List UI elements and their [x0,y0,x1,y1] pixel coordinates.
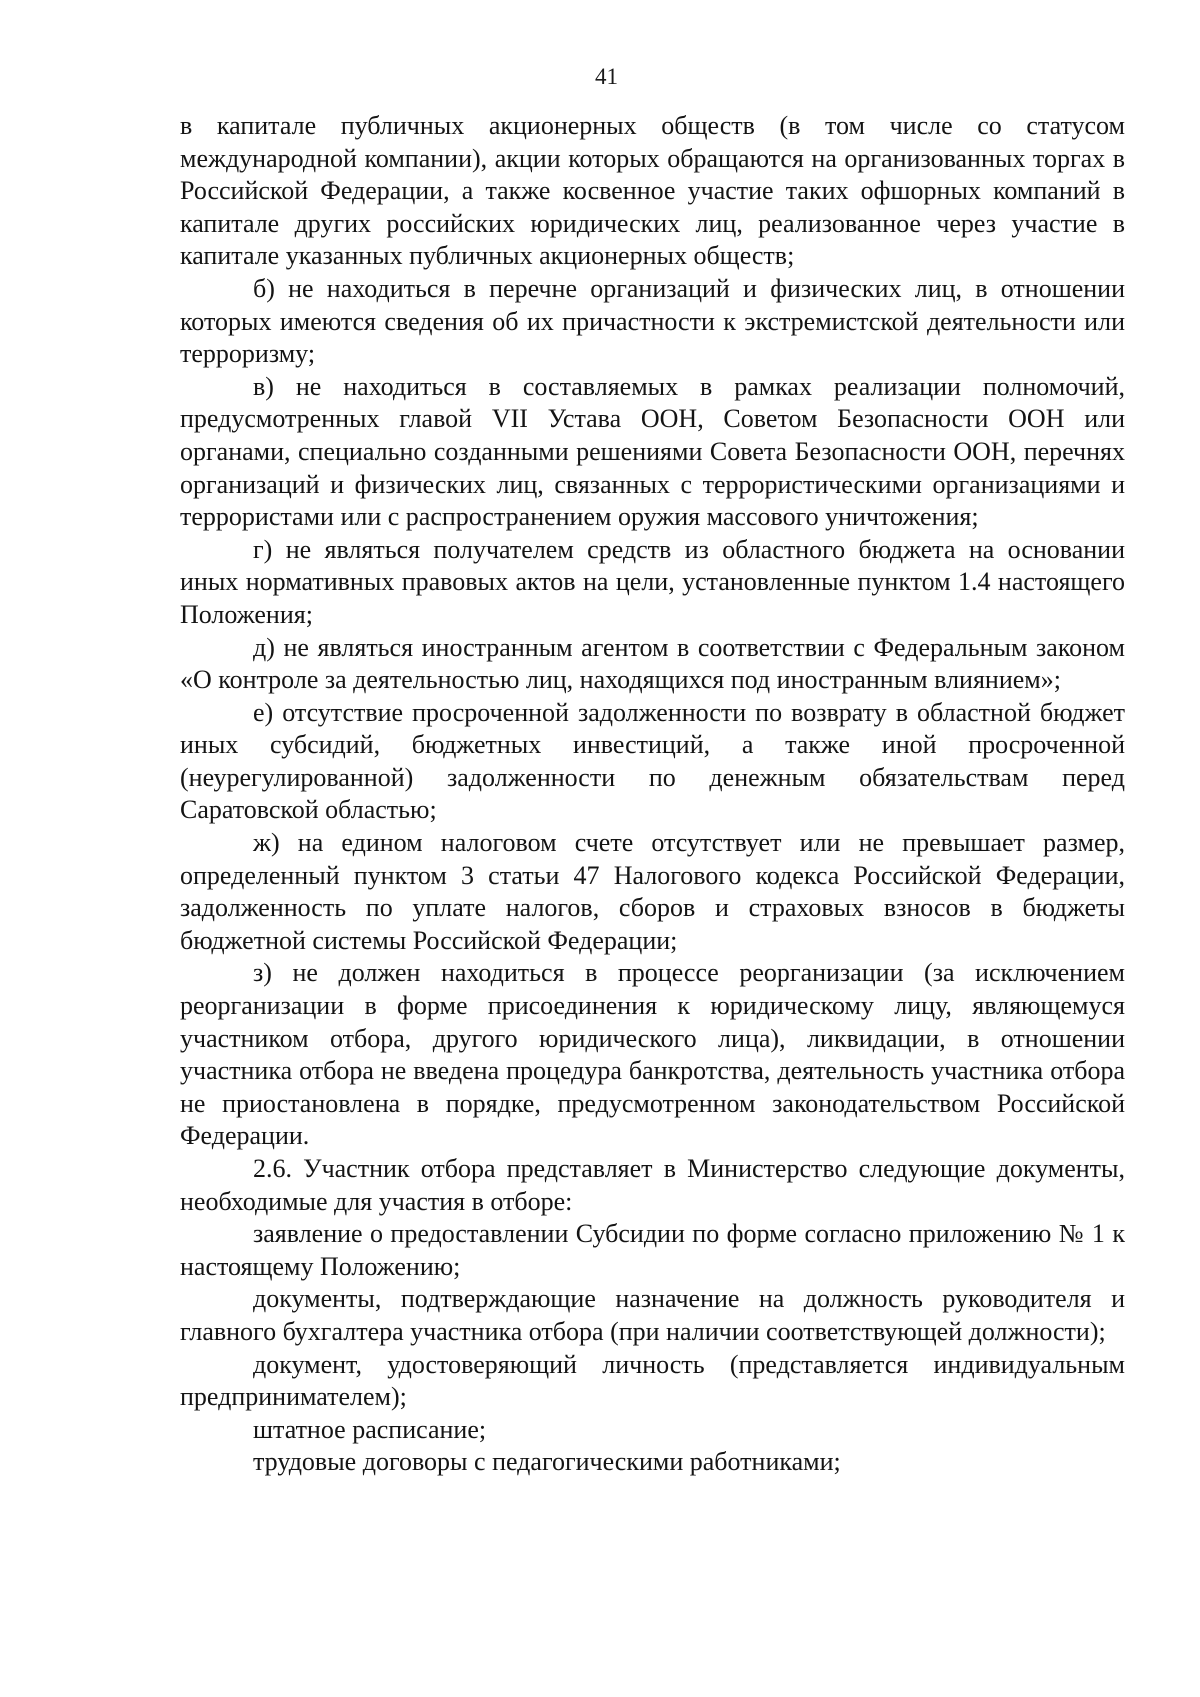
paragraph-item-e: е) отсутствие просроченной задолженности по возврату в областной бюджет иных субсидий, бюджетных инвестиций, а также иной просроченной (неурегулированной) задолженности по денежным обязательствам перед Саратовской областью; [180,697,1125,825]
document-body [180,110,1125,1479]
paragraph-document-staff-schedule: штатное расписание; [253,1414,487,1444]
paragraph-item-v: в) не находиться в составляемых в рамках реализации полномочий, предусмотренных главой VII Устава ООН, Советом Безопасности ООН или органами, специально созданными решениями Совета Безопасности ООН, перечнях организаций и физических лиц, связанных с террористическими организациями и террористами или с распространением оружия массового уничтожения; [180,371,1125,532]
paragraph-item-zh: ж) на едином налоговом счете отсутствует или не превышает размер, определенный пунктом 3 статьи 47 Налогового кодекса Российской Федерации, задолженность по уплате налогов, сборов и страховых взносов в бюджеты бюджетной системы Российской Федерации; [180,828,1125,955]
paragraph-item-z: з) не должен находиться в процессе реорганизации (за исключением реорганизации в форме присоединения к юридическому лицу, являющемуся участником отбора, другого юридического лица), ликвидации, в отношении участника отбора не введена процедура банкротства, деятельность участника отбора не приостановлена в порядке, предусмотренном законодательством Российской Федерации. [180,958,1125,1151]
paragraph-section-2-6: 2.6. Участник отбора представляет в Министерство следующие документы, необходимые для участия в отборе: [180,1154,1125,1216]
paragraph-item-d: д) не являться иностранным агентом в соответствии с Федеральным законом «О контроле за деятельностью лиц, находящихся под иностранным влиянием»; [180,632,1125,695]
paragraph-document-appointment: документы, подтверждающие назначение на должность руководителя и главного бухгалтера участника отбора (при наличии соответствующей должности); [180,1284,1125,1346]
paragraph-document-identity: документ, удостоверяющий личность (представляется индивидуальным предпринимателем); [180,1349,1125,1412]
page-number: 41 [595,64,618,89]
paragraph-document-application: заявление о предоставлении Субсидии по форме согласно приложению № 1 к настоящему Положению; [180,1219,1125,1281]
paragraph-item-g: г) не являться получателем средств из областного бюджета на основании иных нормативных правовых актов на цели, установленные пунктом 1.4 настоящего Положения; [180,534,1125,629]
paragraph-continuation: в капитале публичных акционерных обществ (в том числе со статусом международной компании), акции которых обращаются на организованных торгах в Российской Федерации, а также косвенное участие таких офшорных компаний в капитале других российских юридических лиц, реализованное через участие в капитале указанных публичных акционерных обществ; [180,111,1125,271]
paragraph-document-labor-contracts: трудовые договоры с педагогическими работниками; [253,1447,841,1477]
paragraph-item-b: б) не находиться в перечне организаций и физических лиц, в отношении которых имеются сведения об их причастности к экстремистской деятельности или терроризму; [180,273,1125,369]
